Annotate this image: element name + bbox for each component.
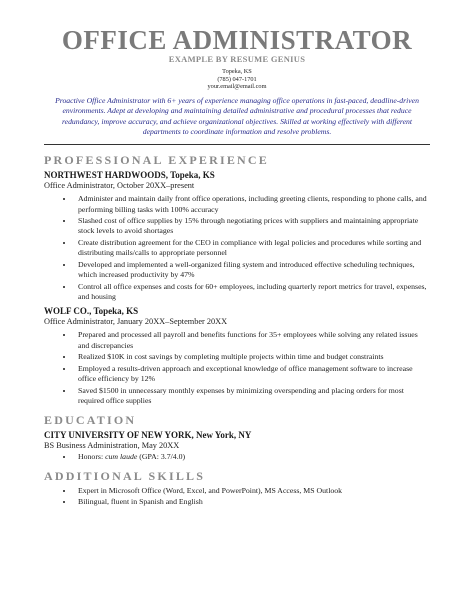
header-divider bbox=[44, 144, 430, 145]
list-item: • Realized $10K in cost savings by completing multiple projects within time and budget constraints bbox=[74, 352, 430, 362]
professional-summary: Proactive Office Administrator with 6+ years of experience managing office operations in fast-paced, deadline-driven environments. Adept at developing and maintaining detailed administrative and procedural processes that reduce redundancy, improve accuracy, and achieve organizational objectives. Skilled at working effectively with different departments to coordinate information and resolve problems. bbox=[55, 95, 419, 137]
job-bullets bbox=[44, 194, 430, 302]
experience-section bbox=[44, 153, 430, 406]
contact-block bbox=[44, 68, 430, 91]
list-item: • Employed a results-driven approach and exceptional knowledge of office management software to increase office efficiency by 12% bbox=[74, 364, 430, 384]
education-degree: BS Business Administration, May 20XX bbox=[44, 441, 180, 451]
education-section bbox=[44, 413, 430, 462]
list-item: • Administer and maintain daily front office operations, including greeting clients, responding to phone calls, and performing billing tasks with 100% accuracy bbox=[74, 194, 430, 214]
honors-prefix: Honors: bbox=[78, 451, 106, 461]
resume-subtitle: EXAMPLE BY RESUME GENIUS bbox=[168, 54, 306, 64]
job-entry bbox=[44, 170, 430, 302]
education-school: CITY UNIVERSITY OF NEW YORK, New York, NY bbox=[44, 430, 252, 441]
list-item: • Bilingual, fluent in Spanish and English bbox=[74, 497, 430, 507]
list-item: • Slashed cost of office supplies by 15% through negotiating prices with suppliers and maintaining appropriate stock levels to avoid shortages bbox=[74, 216, 430, 236]
contact-phone: (785) 047-1701 bbox=[217, 75, 257, 83]
skills-section bbox=[44, 469, 430, 508]
list-item: • Control all office expenses and costs for 60+ employees, including quarterly report metrics for travel, expenses, and housing bbox=[74, 282, 430, 302]
skills-heading: ADDITIONAL SKILLS bbox=[44, 468, 206, 483]
honors-suffix: (GPA: 3.7/4.0) bbox=[137, 451, 186, 461]
experience-heading: PROFESSIONAL EXPERIENCE bbox=[44, 152, 269, 167]
education-heading: EDUCATION bbox=[44, 413, 137, 428]
education-bullets bbox=[44, 452, 430, 462]
list-item: • Saved $1500 in unnecessary monthly expenses by minimizing overspending and placing orders for most required office supplies bbox=[74, 386, 430, 406]
list-item: • Create distribution agreement for the CEO in compliance with legal policies and procedures while sorting and distributing mails/calls to appropriate personnel bbox=[74, 238, 430, 258]
list-item: • Developed and implemented a well-organized filing system and introduced effective scheduling techniques, which increased productivity by 47% bbox=[74, 260, 430, 280]
job-employer: NORTHWEST HARDWOODS, Topeka, KS bbox=[44, 169, 215, 180]
contact-email[interactable]: your.email@email.com bbox=[207, 83, 267, 90]
job-bullets bbox=[44, 330, 430, 406]
education-honors bbox=[74, 452, 430, 462]
job-entry bbox=[44, 306, 430, 406]
job-role: Office Administrator, October 20XX–present bbox=[44, 180, 195, 190]
contact-location: Topeka, KS bbox=[222, 68, 252, 75]
job-employer: WOLF CO., Topeka, KS bbox=[44, 305, 139, 316]
honors-value: cum laude bbox=[105, 451, 138, 461]
list-item: • Expert in Microsoft Office (Word, Excel, and PowerPoint), MS Access, MS Outlook bbox=[74, 486, 430, 496]
skills-bullets bbox=[44, 486, 430, 508]
job-role: Office Administrator, January 20XX–September 20XX bbox=[44, 316, 228, 326]
list-item: • Prepared and processed all payroll and benefits functions for 35+ employees while solving any related issues and discrepancies bbox=[74, 330, 430, 350]
resume-name: OFFICE ADMINISTRATOR bbox=[61, 25, 413, 55]
